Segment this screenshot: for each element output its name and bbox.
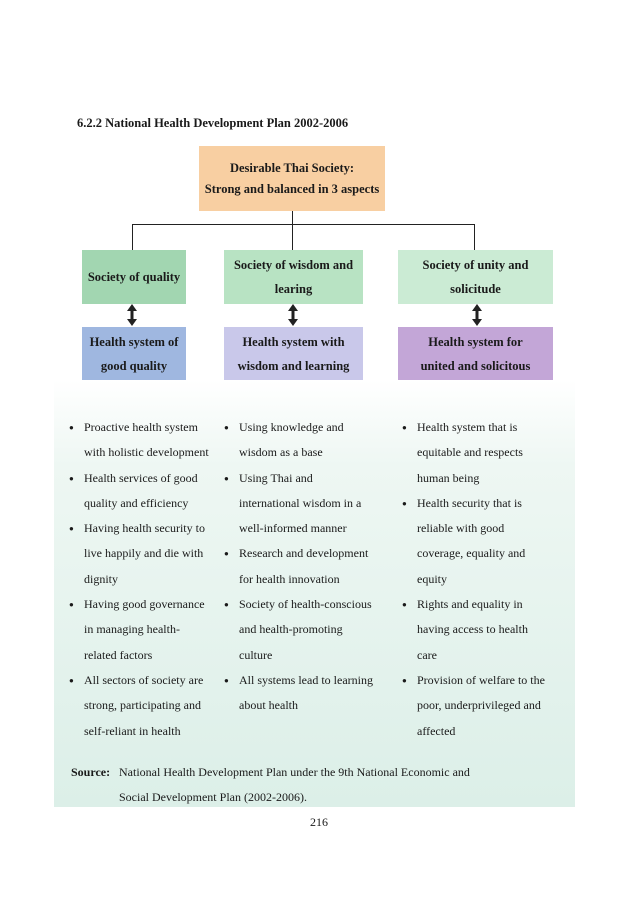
list-item: ● Proactive health system with holistic development <box>69 415 209 466</box>
source-label: Source: <box>71 765 111 779</box>
health-system-wisdom-box: Health system with wisdom and learning <box>224 327 363 380</box>
list-item: ● All sectors of society are strong, participating and self-reliant in health <box>69 668 209 744</box>
double-arrow-icon <box>472 304 482 326</box>
list-item: ● Society of health-conscious and health-promoting culture <box>224 592 374 668</box>
unity-goals-list <box>402 415 550 744</box>
list-item: ● Health system that is equitable and respects human being <box>402 415 550 491</box>
health-system-quality-box: Health system of good quality <box>82 327 186 380</box>
connector-line <box>292 211 293 224</box>
source-text: National Health Development Plan under the 9th National Economic and Social Development Plan (2002-2006). <box>119 765 470 804</box>
connector-line <box>292 224 293 250</box>
connector-line <box>474 224 475 250</box>
health-system-unity-box: Health system for united and solicitous <box>398 327 553 380</box>
section-heading: 6.2.2 National Health Development Plan 2002-2006 <box>77 116 349 130</box>
connector-line <box>132 224 474 225</box>
plan-diagram <box>54 140 575 807</box>
society-of-unity-box: Society of unity and solicitude <box>398 250 553 304</box>
list-item: ● Having health security to live happily and die with dignity <box>69 516 209 592</box>
list-item: ● Provision of welfare to the poor, underprivileged and affected <box>402 668 550 744</box>
society-of-quality-box: Society of quality <box>82 250 186 304</box>
desirable-society-box: Desirable Thai Society: Strong and balanced in 3 aspects <box>199 146 385 211</box>
list-item: ● Using Thai and international wisdom in a well-informed manner <box>224 466 374 542</box>
list-item: ● All systems lead to learning about health <box>224 668 374 719</box>
list-item: ● Rights and equality in having access to health care <box>402 592 550 668</box>
list-item: ● Having good governance in managing health-related factors <box>69 592 209 668</box>
list-item: ● Using knowledge and wisdom as a base <box>224 415 374 466</box>
source-note <box>71 760 499 810</box>
double-arrow-icon <box>288 304 298 326</box>
list-item: ● Research and development for health innovation <box>224 541 374 592</box>
society-of-wisdom-box: Society of wisdom and learing <box>224 250 363 304</box>
connector-line <box>132 224 133 250</box>
page-number: 216 <box>310 815 328 829</box>
list-item: ● Health security that is reliable with good coverage, equality and equity <box>402 491 550 592</box>
quality-goals-list <box>69 415 209 744</box>
wisdom-goals-list <box>224 415 374 719</box>
double-arrow-icon <box>127 304 137 326</box>
list-item: ● Health services of good quality and efficiency <box>69 466 209 517</box>
